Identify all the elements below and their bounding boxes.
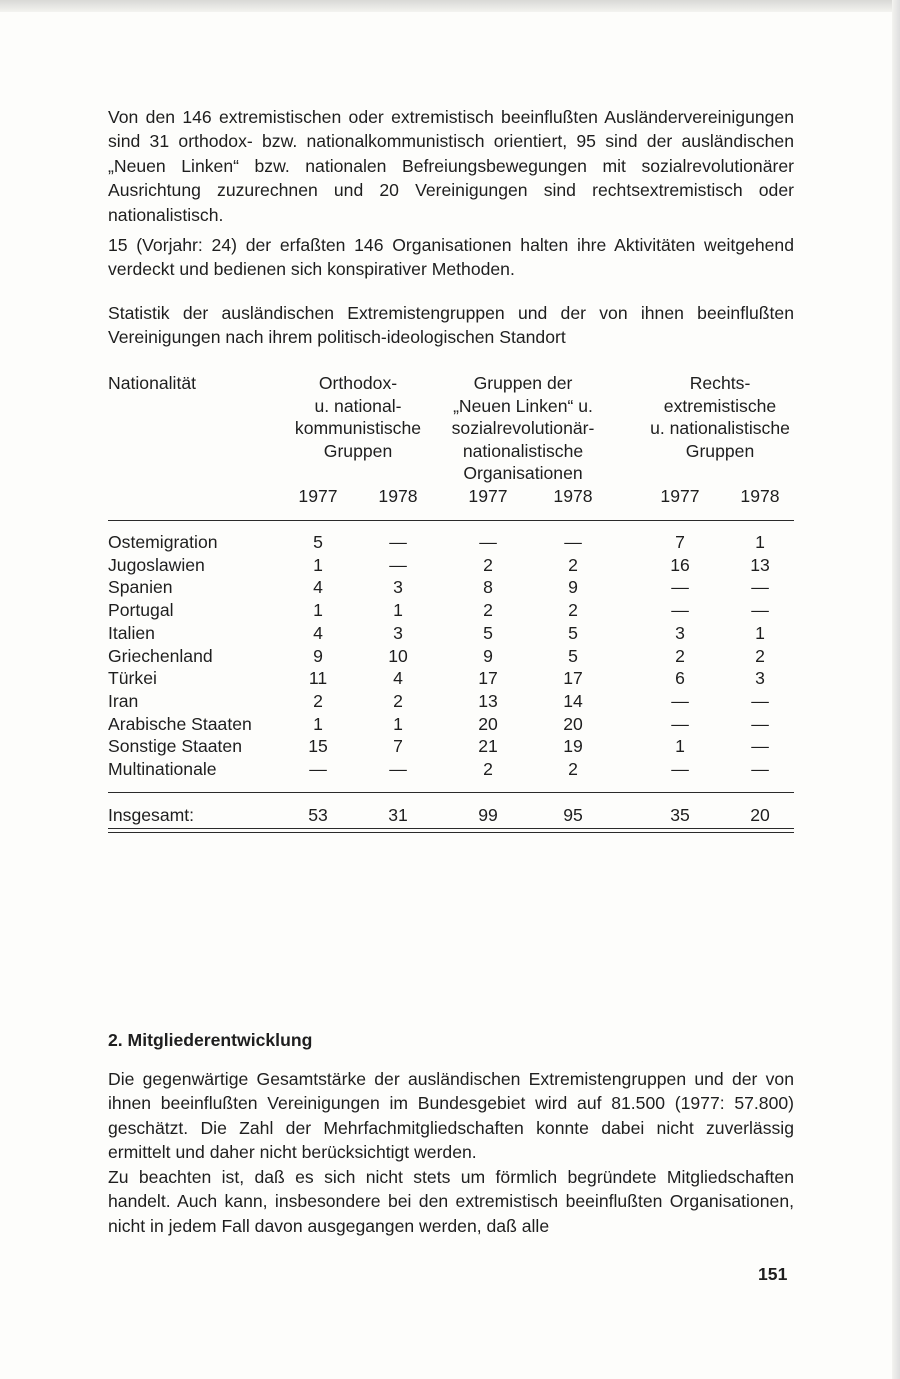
row-label: Sonstige Staaten xyxy=(108,736,243,757)
row-label: Griechenland xyxy=(108,645,213,666)
group-header-line: Orthodox- xyxy=(318,373,398,393)
table-cell: 15 xyxy=(308,736,328,757)
row-label: Multinationale xyxy=(108,759,217,779)
table-cell: 1 xyxy=(675,736,685,757)
year-header: 1977 xyxy=(468,486,508,506)
section-heading: 2. Mitgliederentwicklung xyxy=(108,1030,313,1050)
table-cell: 3 xyxy=(393,622,403,643)
table-cell: 2 xyxy=(483,600,493,621)
year-header: 1978 xyxy=(378,486,418,506)
table-cell: — xyxy=(564,532,582,552)
group-header-line: Gruppen xyxy=(323,440,393,461)
header-nationality: Nationalität xyxy=(108,373,197,393)
group-header-line: nationalistische xyxy=(462,440,584,461)
table-cell: — xyxy=(751,577,769,598)
table-cell: 1 xyxy=(755,532,765,552)
table-cell: — xyxy=(389,532,407,552)
table-cell: 3 xyxy=(393,577,403,598)
table-cell: 4 xyxy=(313,577,323,598)
table-cell: 9 xyxy=(568,577,578,598)
table-cell: 21 xyxy=(478,736,498,757)
table-cell: 13 xyxy=(750,554,770,575)
table-cell: 3 xyxy=(755,668,765,689)
table-cell: 10 xyxy=(388,645,408,666)
table-cell: 2 xyxy=(313,690,323,711)
table-cell: 2 xyxy=(393,690,403,711)
total-top-rule xyxy=(108,792,794,793)
scan-top-edge xyxy=(0,0,900,12)
table-cell: 8 xyxy=(483,577,493,598)
table-cell: 1 xyxy=(313,554,323,575)
scan-right-edge xyxy=(892,0,900,1379)
intro-paragraph: Von den 146 extremistischen oder extremistisch beeinflußten Ausländervereinigungen sind 31 orthodox- bzw. nationalkommunistisch orientiert, 95 sind der ausländischen „Neuen Linken“ bzw. nationalen Befreiungsbewegungen mit sozialrevolutionärer Ausrichtung zuzurechnen und 20 Vereinigungen sind rechtsextremistisch oder nationalistisch. xyxy=(108,107,794,225)
table-cell: 16 xyxy=(670,554,690,575)
table-cell: — xyxy=(389,554,407,575)
row-label: Italien xyxy=(108,622,155,643)
table-cell: 1 xyxy=(755,622,765,643)
total-label: Insgesamt: xyxy=(108,805,195,825)
table-cell: 20 xyxy=(563,713,583,734)
year-header: 1977 xyxy=(298,486,338,506)
table-cell: 5 xyxy=(568,622,578,643)
group-header-line: „Neuen Linken“ u. xyxy=(453,395,593,416)
table-cell: 7 xyxy=(393,736,403,757)
table-cell: 1 xyxy=(313,600,323,621)
page-number: 151 xyxy=(758,1264,788,1284)
total-cell: 53 xyxy=(308,805,328,825)
total-underline-1 xyxy=(108,828,794,829)
table-cell: 5 xyxy=(483,622,493,643)
table-cell: 17 xyxy=(478,668,498,689)
row-label: Iran xyxy=(108,690,139,711)
table-cell: — xyxy=(309,759,327,779)
total-cell: 31 xyxy=(388,805,408,825)
table-cell: 20 xyxy=(478,713,498,734)
table-cell: — xyxy=(751,759,769,779)
table-cell: 2 xyxy=(483,554,493,575)
row-label: Spanien xyxy=(108,577,173,598)
table-cell: 2 xyxy=(568,759,578,779)
table-cell: — xyxy=(671,690,689,711)
table-cell: 2 xyxy=(675,645,685,666)
total-cell: 95 xyxy=(563,805,583,825)
table-cell: — xyxy=(751,713,769,734)
table-cell: 7 xyxy=(675,532,685,552)
row-label: Ostemigration xyxy=(108,532,218,552)
table-cell: 2 xyxy=(568,554,578,575)
table-cell: 5 xyxy=(313,532,323,552)
table-cell: — xyxy=(671,759,689,779)
table-cell: 2 xyxy=(483,759,493,779)
table-cell: — xyxy=(671,577,689,598)
row-label: Portugal xyxy=(108,600,174,621)
row-label: Arabische Staaten xyxy=(108,713,252,734)
total-cell: 35 xyxy=(670,805,690,825)
table-cell: 3 xyxy=(675,622,685,643)
row-label: Türkei xyxy=(108,668,157,689)
table-cell: — xyxy=(751,690,769,711)
group-header-line: Rechts- xyxy=(689,373,751,393)
membership-paragraph: Die gegenwärtige Gesamtstärke der ausländischen Extremistengruppen und der von ihnen beeinflußten Vereinigungen im Bundesgebiet wird auf 81.500 (1977: 57.800) geschätzt. Die Zahl der Mehrfachmitgliedschaften konnte dabei nicht zuverlässig ermittelt und daher nicht berücksichtigt werden. xyxy=(108,1069,794,1163)
table-cell: 4 xyxy=(393,668,403,689)
table-cell: 1 xyxy=(393,713,403,734)
header-rule xyxy=(108,520,794,521)
table-cell: 1 xyxy=(393,600,403,621)
statistics-table xyxy=(108,370,794,840)
row-label: Jugoslawien xyxy=(108,554,205,575)
table-cell: 5 xyxy=(568,645,578,666)
table-cell: 11 xyxy=(308,668,328,689)
table-caption: Statistik der ausländischen Extremistengruppen und der von ihnen beeinflußten Vereinigungen nach ihrem politisch-ideologischen Standort xyxy=(108,303,794,348)
total-underline-2 xyxy=(108,832,794,833)
group-header-line: sozialrevolutionär- xyxy=(451,418,595,439)
total-cell: 99 xyxy=(478,805,498,825)
group-header-line: Gruppen xyxy=(685,440,755,461)
group-header-line: extremistische xyxy=(663,395,777,416)
group-header-line: kommunistische xyxy=(294,418,422,439)
table-cell: 17 xyxy=(563,668,583,689)
table-cell: 2 xyxy=(568,600,578,621)
table-cell: — xyxy=(479,532,497,552)
membership-note-paragraph: Zu beachten ist, daß es sich nicht stets um förmlich begründete Mitgliedschaften handelt. Auch kann, insbesondere bei den extremistisch beeinflußten Organisationen, nicht in jedem Fall davon ausgegangen werden, daß alle xyxy=(108,1167,794,1236)
year-header: 1978 xyxy=(740,486,780,506)
total-cell: 20 xyxy=(750,805,770,825)
table-cell: 4 xyxy=(313,622,323,643)
table-cell: 2 xyxy=(755,645,765,666)
group-header-line: Organisationen xyxy=(463,463,583,484)
conspiracy-paragraph: 15 (Vorjahr: 24) der erfaßten 146 Organisationen halten ihre Aktivitäten weitgehend verdeckt und bedienen sich konspirativer Methoden. xyxy=(108,235,794,280)
table-cell: — xyxy=(751,736,769,757)
group-header-line: u. national- xyxy=(314,395,402,416)
group-header-line: u. nationalistische xyxy=(650,418,790,439)
table-cell: — xyxy=(751,600,769,621)
table-cell: 9 xyxy=(483,645,493,666)
table-cell: — xyxy=(671,600,689,621)
table-cell: 13 xyxy=(478,690,498,711)
table-cell: 1 xyxy=(313,713,323,734)
group-header-line: Gruppen der xyxy=(473,373,573,393)
table-cell: — xyxy=(389,759,407,779)
table-cell: 19 xyxy=(563,736,583,757)
year-header: 1978 xyxy=(553,486,593,506)
table-cell: 14 xyxy=(563,690,583,711)
table-cell: — xyxy=(671,713,689,734)
table-cell: 9 xyxy=(313,645,323,666)
table-cell: 6 xyxy=(675,668,685,689)
year-header: 1977 xyxy=(660,486,700,506)
